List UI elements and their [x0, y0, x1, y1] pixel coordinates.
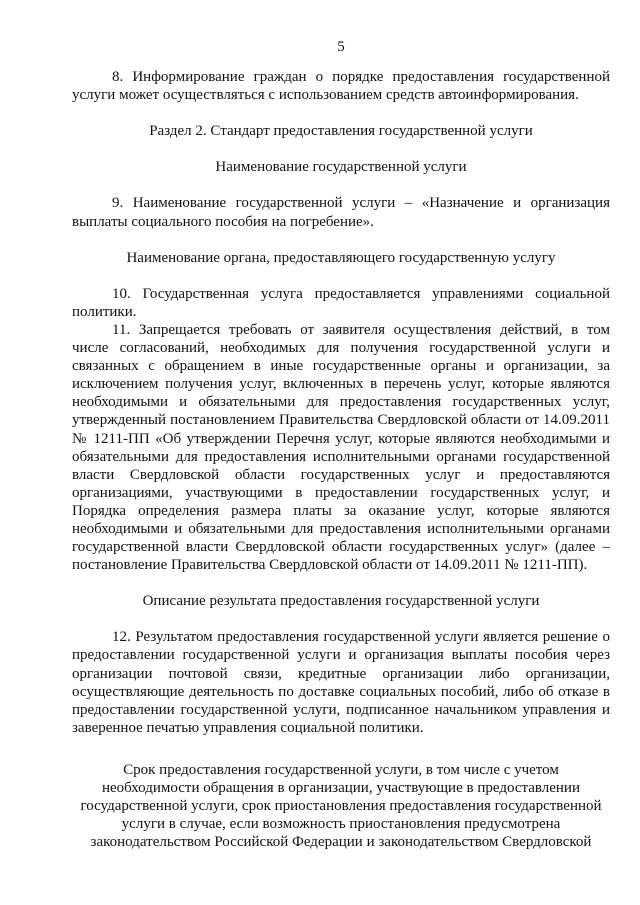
section-2-heading: Раздел 2. Стандарт предоставления государственной услуги	[149, 123, 533, 140]
paragraph-12: 12. Результатом предоставления государственной услуги является решение о предоставлении государственной услуги и организация выплаты пособия через организации почтовой связи, кредитные организации либо организации, осуществляющие деятельность по доставке социальных пособий, либо об отказе в предоставлении государственной услуги, подписанное начальником управления и заверенное печатью управления социальной политики.	[72, 629, 610, 736]
heading-term-line: услуги в случае, если возможность приостановления предусмотрена	[121, 816, 561, 833]
heading-providing-organ: Наименование органа, предоставляющего государственную услугу	[126, 249, 556, 266]
paragraph-11: 11. Запрещается требовать от заявителя осуществления действий, в том числе согласований, необходимых для получения государственной услуги и связанных с обращением в иные государственные органы и организации, за исключением получения услуг, включенных в перечень услуг, которые являются необходимыми и обязательными для предоставления государственных услуг, утвержденный постановлением Правительства Свердловской области от 14.09.2011 № 1211-ПП «Об утверждении Перечня услуг, которые являются необходимыми и обязательными для предоставления исполнительными органами государственной власти Свердловской области государственных услуг и предоставляются организациями, участвующими в предоставлении государственных услуг, и Порядка определения размера платы за оказание услуг, которые являются необходимыми и обязательными для предоставления исполнительными органами государственной власти Свердловской области государственных услуг» (далее – постановление Правительства Свердловской области от 14.09.2011 № 1211-ПП).	[72, 321, 610, 574]
paragraph-8: 8. Информирование граждан о порядке предоставления государственной услуги может осуществляться с использованием средств автоинформирования.	[72, 69, 610, 104]
heading-term-line: законодательством Российской Федерации и законодательством Свердловской	[90, 834, 592, 851]
heading-term-line: Срок предоставления государственной услуги, в том числе с учетом	[123, 761, 559, 778]
paragraph-10: 10. Государственная услуга предоставляется управлениями социальной политики.	[72, 285, 610, 320]
paragraph-9: 9. Наименование государственной услуги – «Назначение и организация выплаты социального пособия на погребение».	[72, 195, 610, 230]
heading-term-line: необходимости обращения в организации, участвующие в предоставлении	[102, 780, 580, 796]
heading-service-name: Наименование государственной услуги	[215, 159, 467, 176]
heading-term-line: государственной услуги, срок приостановления предоставления государственной	[80, 798, 602, 815]
heading-result-description: Описание результата предоставления государственной услуги	[142, 593, 540, 610]
heading-service-term	[72, 761, 610, 851]
page-number: 5	[337, 39, 345, 55]
